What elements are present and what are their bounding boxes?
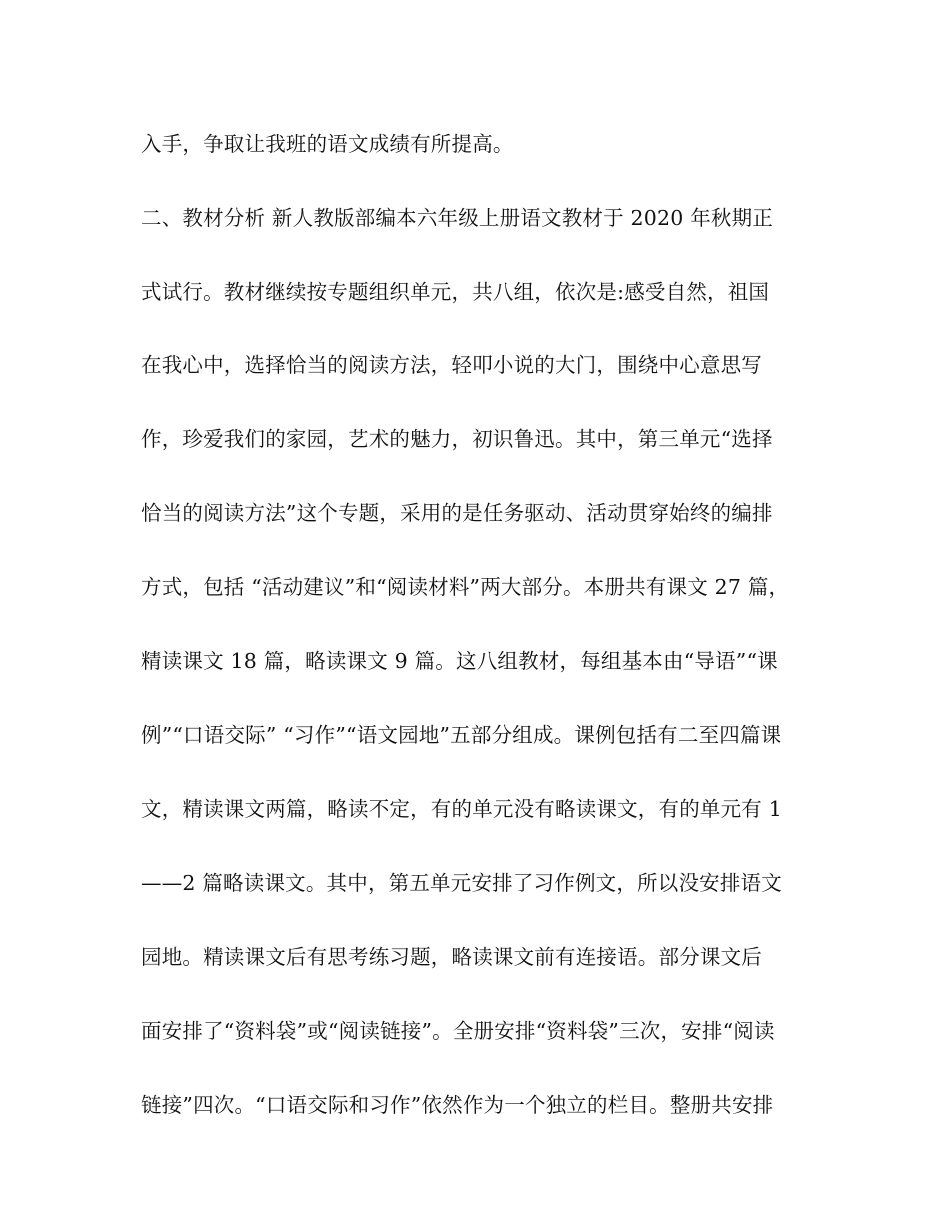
text-line: 链接”四次。“口语交际和习作”依然作为一个独立的栏目。整册共安排 bbox=[141, 1093, 774, 1117]
text-line: 例”“口语交际” “习作”“语文园地”五部分组成。课例包括有二至四篇课 bbox=[141, 723, 782, 747]
text-line: 恰当的阅读方法”这个专题，采用的是任务驱动、活动贯穿始终的编排 bbox=[141, 501, 773, 525]
text-line: 在我心中，选择恰当的阅读方法，轻叩小说的大门，围绕中心意思写 bbox=[141, 353, 762, 377]
text-line: 入手，争取让我班的语文成绩有所提高。 bbox=[141, 132, 514, 156]
text-line: 面安排了“资料袋”或“阅读链接”。全册安排“资料袋”三次，安排“阅读 bbox=[141, 1019, 775, 1043]
text-line: ——2 篇略读课文。其中，第五单元安排了习作例文，所以没安排语文 bbox=[141, 871, 782, 895]
text-line: 式试行。教材继续按专题组织单元，共八组，依次是:感受自然，祖国 bbox=[141, 280, 770, 304]
text-line: 园地。精读课文后有思考练习题，略读课文前有连接语。部分课文后 bbox=[141, 945, 762, 969]
text-line: 二、教材分析 新人教版部编本六年级上册语文教材于 2020 年秋期正 bbox=[141, 206, 774, 230]
text-line: 作，珍爱我们的家园，艺术的魅力，初识鲁迅。其中，第三单元“选择 bbox=[141, 427, 773, 451]
text-line: 方式，包括 “活动建议”和“阅读材料”两大部分。本册共有课文 27 篇， bbox=[141, 575, 790, 599]
text-line: 文，精读课文两篇，略读不定，有的单元没有略读课文，有的单元有 1 bbox=[141, 797, 782, 821]
text-line: 精读课文 18 篇，略读课文 9 篇。这八组教材，每组基本由“导语”“课 bbox=[141, 649, 778, 673]
